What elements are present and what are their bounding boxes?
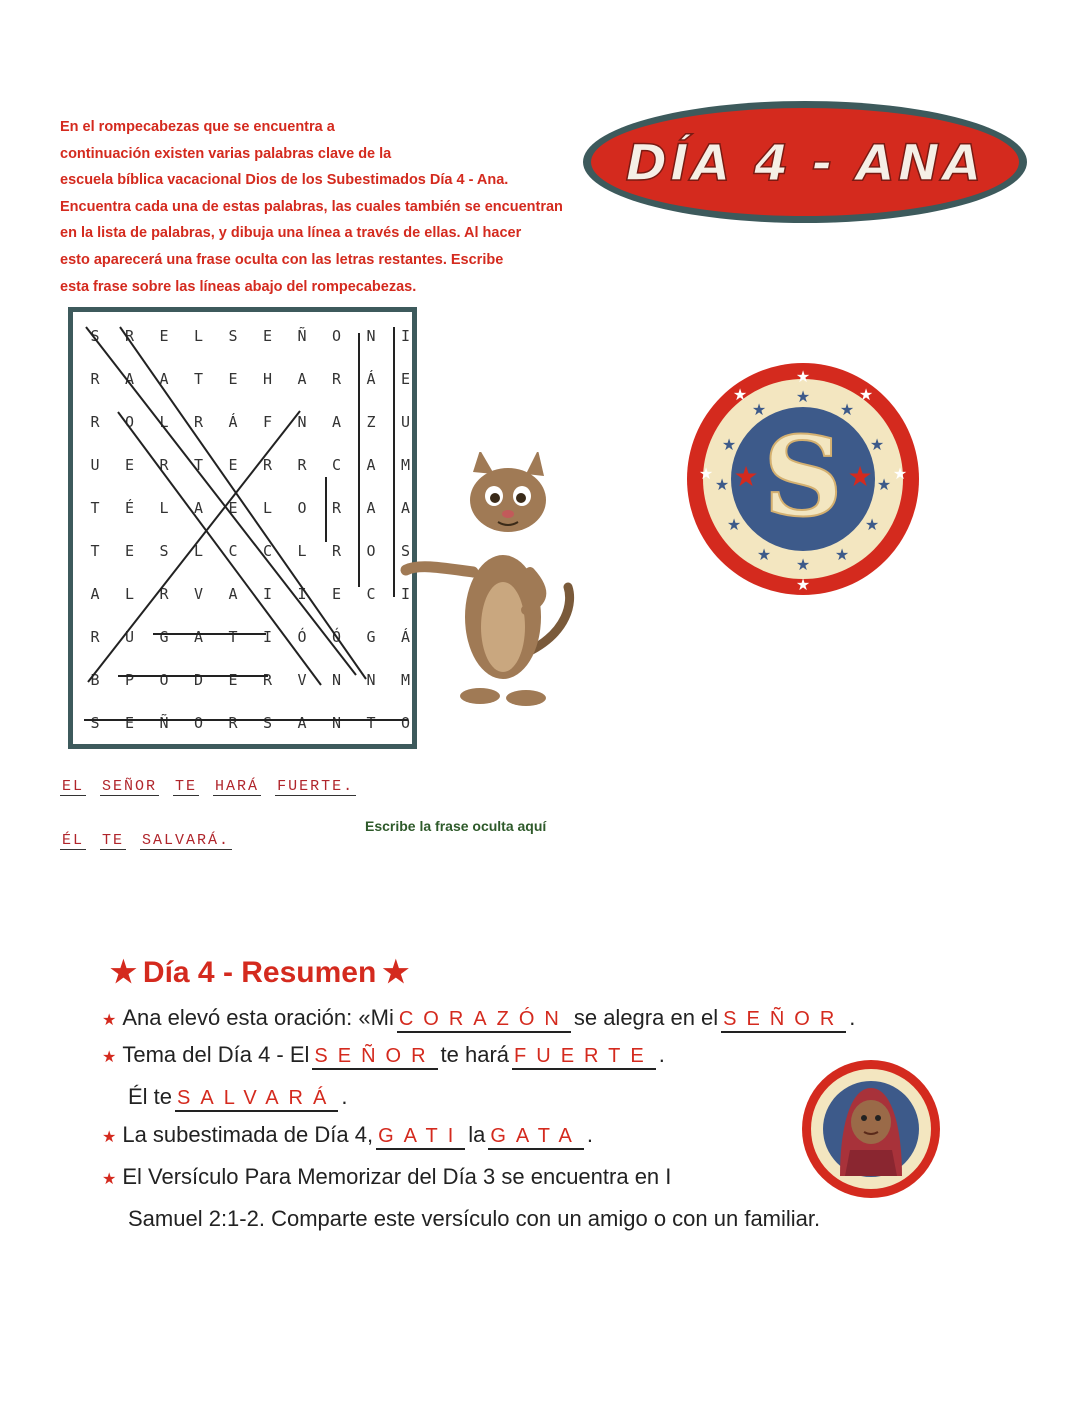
grid-letter: E <box>262 327 273 345</box>
svg-text:★: ★ <box>858 385 874 404</box>
grid-letter: R <box>331 370 342 388</box>
svg-text:★: ★ <box>839 400 855 419</box>
grid-letter: Á <box>366 370 376 388</box>
grid-letter: F <box>262 413 273 431</box>
svg-text:★: ★ <box>876 475 892 494</box>
grid-letter: A <box>228 585 238 603</box>
grid-letter: L <box>193 542 204 560</box>
grid-letter: N <box>331 671 342 689</box>
grid-letter: C <box>331 456 342 474</box>
hidden-word: EL <box>62 778 85 795</box>
svg-text:★: ★ <box>756 545 772 564</box>
hidden-word: SALVARÁ. <box>142 832 231 849</box>
grid-letter: B <box>90 671 100 689</box>
summary-text: La subestimada de Día 4, <box>122 1122 374 1147</box>
grid-letter: Á <box>228 413 238 431</box>
summary-text: . <box>658 1042 665 1067</box>
svg-text:★: ★ <box>864 515 880 534</box>
grid-letter: O <box>366 542 376 560</box>
grid-letter: Ñ <box>159 714 169 732</box>
grid-letter: L <box>297 542 307 560</box>
svg-text:★: ★ <box>714 475 730 494</box>
grid-letter: T <box>228 628 238 646</box>
grid-letter: I <box>297 585 307 603</box>
bullet-star-icon: ★ <box>102 1049 117 1066</box>
svg-text:★: ★ <box>732 385 748 404</box>
grid-letter: T <box>193 370 204 388</box>
grid-letter: Ó <box>331 628 342 646</box>
grid-letter: O <box>193 714 204 732</box>
grid-letter: S <box>90 327 100 345</box>
grid-letter: A <box>159 370 169 388</box>
grid-letter: I <box>400 327 411 345</box>
grid-letter: L <box>159 499 169 517</box>
svg-text:★: ★ <box>721 435 737 454</box>
answer-blank: CORAZÓN <box>397 1008 571 1033</box>
summary-text: El Versículo Para Memorizar del Día 3 se encuentra en I <box>122 1164 672 1189</box>
grid-letter: E <box>228 370 238 388</box>
grid-letter: O <box>331 327 342 345</box>
grid-letter: H <box>262 370 273 388</box>
grid-letter: D <box>193 671 204 689</box>
summary-title <box>110 955 409 990</box>
instruction-line: continuación existen varias palabras clave de la <box>60 145 392 162</box>
grid-letter: L <box>159 413 169 431</box>
grid-letter: E <box>400 370 411 388</box>
answer-blank: GATA <box>488 1125 583 1150</box>
summary-text: te hará <box>440 1042 510 1067</box>
grid-letter: T <box>90 542 100 560</box>
grid-letter: O <box>124 413 135 431</box>
hidden-phrase-hint: Escribe la frase oculta aquí <box>365 818 547 834</box>
grid-letter: S <box>400 542 411 560</box>
svg-text:★: ★ <box>892 464 908 483</box>
grid-letter: E <box>228 499 238 517</box>
grid-letter: R <box>159 585 169 603</box>
ana-character-badge <box>800 1058 942 1200</box>
summary-text: Ana elevó esta oración: «Mi <box>122 1005 394 1030</box>
grid-letter: A <box>297 714 307 732</box>
grid-letter: Á <box>400 628 411 646</box>
hidden-word: HARÁ <box>215 778 260 795</box>
hidden-phrase-line-2 <box>60 832 246 850</box>
instruction-line: esto aparecerá una frase oculta con las letras restantes. Escribe <box>60 251 504 268</box>
instruction-line: escuela bíblica vacacional Dios de los Subestimados Día 4 - Ana. <box>60 172 509 189</box>
grid-letter: M <box>400 671 411 689</box>
summary-item-continuation: Samuel 2:1-2. Comparte este versículo con un amigo o con un familiar. <box>128 1206 821 1231</box>
summary-text: Tema del Día 4 - El <box>122 1042 310 1067</box>
grid-letter: S <box>228 327 238 345</box>
grid-letter: S <box>262 714 273 732</box>
svg-text:★: ★ <box>795 367 811 386</box>
instructions <box>60 114 590 300</box>
grid-letter: O <box>159 671 169 689</box>
grid-letter: R <box>124 327 135 345</box>
grid-letter: C <box>262 542 273 560</box>
cat-character <box>398 452 583 710</box>
word-search-grid <box>68 307 417 749</box>
summary-text: Él te <box>128 1084 173 1109</box>
grid-letter: N <box>366 327 376 345</box>
grid-letter: A <box>297 370 307 388</box>
grid-letter: U <box>400 413 411 431</box>
svg-text:★: ★ <box>726 515 742 534</box>
summary-item <box>102 1005 855 1033</box>
summary-text: la <box>468 1122 486 1147</box>
grid-letter: U <box>124 628 135 646</box>
answer-blank: SALVARÁ <box>175 1087 338 1112</box>
svg-text:★: ★ <box>698 464 714 483</box>
grid-letter: R <box>262 456 273 474</box>
summary-item <box>102 1042 665 1070</box>
instruction-line: en la lista de palabras, y dibuja una línea a través de ellas. Al hacer <box>60 225 522 242</box>
grid-letter: A <box>90 585 100 603</box>
summary-item <box>102 1164 671 1190</box>
bullet-star-icon: ★ <box>102 1129 117 1146</box>
grid-letter: T <box>193 456 204 474</box>
instruction-line: esta frase sobre las líneas abajo del rompecabezas. <box>60 278 417 295</box>
grid-letter: T <box>366 714 376 732</box>
grid-letter: A <box>193 628 204 646</box>
grid-letter: O <box>400 714 411 732</box>
grid-letter: G <box>159 628 169 646</box>
instruction-line: Encuentra cada una de estas palabras, las cuales también se encuentran <box>60 198 563 215</box>
star-icon: ★ <box>110 956 137 989</box>
svg-text:★: ★ <box>847 460 873 493</box>
summary-item <box>102 1122 593 1150</box>
summary-title-text: Día 4 - Resumen <box>142 955 377 989</box>
grid-letter: U <box>90 456 100 474</box>
grid-letter: P <box>124 671 135 689</box>
grid-letter: E <box>331 585 342 603</box>
svg-text:★: ★ <box>751 400 767 419</box>
grid-letter: Ó <box>297 628 307 646</box>
solution-lines <box>84 327 411 720</box>
svg-text:★: ★ <box>795 387 811 406</box>
day-badge <box>580 98 1030 226</box>
grid-letter: E <box>124 714 135 732</box>
star-icon: ★ <box>382 956 410 989</box>
hidden-word: FUERTE. <box>277 778 355 795</box>
hidden-word: SEÑOR <box>102 778 158 795</box>
summary-item <box>128 1084 347 1112</box>
summary-text: se alegra en el <box>573 1005 719 1030</box>
svg-text:★: ★ <box>795 555 811 574</box>
grid-letter: R <box>90 370 100 388</box>
grid-letter: Z <box>366 413 376 431</box>
grid-letter: A <box>366 456 376 474</box>
grid-letter: R <box>262 671 273 689</box>
super-s-emblem <box>684 360 922 598</box>
grid-letter: S <box>159 542 169 560</box>
grid-letter: L <box>124 585 135 603</box>
svg-text:S: S <box>763 412 843 541</box>
grid-letter: E <box>228 456 238 474</box>
summary-text: . <box>341 1084 348 1109</box>
bullet-star-icon: ★ <box>102 1012 117 1029</box>
answer-blank: SEÑOR <box>721 1008 846 1033</box>
grid-letter: G <box>366 628 376 646</box>
grid-letter: R <box>331 499 342 517</box>
grid-letter: M <box>400 456 411 474</box>
grid-letter: R <box>90 628 100 646</box>
svg-text:★: ★ <box>733 460 759 493</box>
grid-letter: R <box>228 714 238 732</box>
grid-letter: E <box>124 542 135 560</box>
grid-letter: S <box>90 714 100 732</box>
grid-letter: Ñ <box>297 327 307 345</box>
grid-letter: L <box>262 499 273 517</box>
grid-letter: A <box>400 499 411 517</box>
hidden-phrase-line-1 <box>60 778 370 796</box>
grid-letter: L <box>193 327 204 345</box>
answer-blank: SEÑOR <box>312 1045 437 1070</box>
grid-letter: N <box>331 714 342 732</box>
summary-text: . <box>586 1122 593 1147</box>
grid-letter: T <box>90 499 100 517</box>
grid-letter: R <box>90 413 100 431</box>
grid-letter: R <box>159 456 169 474</box>
summary-text: . <box>849 1005 856 1030</box>
hidden-word: ÉL <box>62 832 85 849</box>
grid-letter: C <box>366 585 376 603</box>
bullet-star-icon: ★ <box>102 1171 117 1188</box>
grid-letter: A <box>193 499 204 517</box>
grid-letter: O <box>297 499 307 517</box>
day-badge-title: DÍA 4 - ANA <box>625 134 985 192</box>
grid-letter: E <box>159 327 169 345</box>
grid-letter: E <box>228 671 238 689</box>
grid-letter: É <box>124 499 135 517</box>
answer-blank: FUERTE <box>512 1045 656 1070</box>
grid-letter: I <box>262 628 273 646</box>
grid-letter: C <box>228 542 238 560</box>
grid-letter: V <box>193 585 204 603</box>
grid-letter: N <box>297 413 307 431</box>
instruction-line: En el rompecabezas que se encuentra a <box>60 119 335 135</box>
grid-letter: E <box>124 456 135 474</box>
answer-blank: GATI <box>376 1125 465 1150</box>
grid-letter: A <box>331 413 342 431</box>
svg-text:★: ★ <box>869 435 885 454</box>
hidden-word: TE <box>175 778 198 795</box>
svg-text:★: ★ <box>834 545 850 564</box>
grid-letter: N <box>366 671 376 689</box>
grid-letter: I <box>262 585 273 603</box>
grid-letter: R <box>193 413 204 431</box>
grid-letter: A <box>366 499 376 517</box>
grid-letter: A <box>124 370 135 388</box>
grid-letter: R <box>297 456 307 474</box>
grid-letter: R <box>331 542 342 560</box>
svg-text:★: ★ <box>795 575 811 594</box>
hidden-word: TE <box>102 832 125 849</box>
grid-letter: I <box>400 585 411 603</box>
grid-letter: V <box>297 671 307 689</box>
